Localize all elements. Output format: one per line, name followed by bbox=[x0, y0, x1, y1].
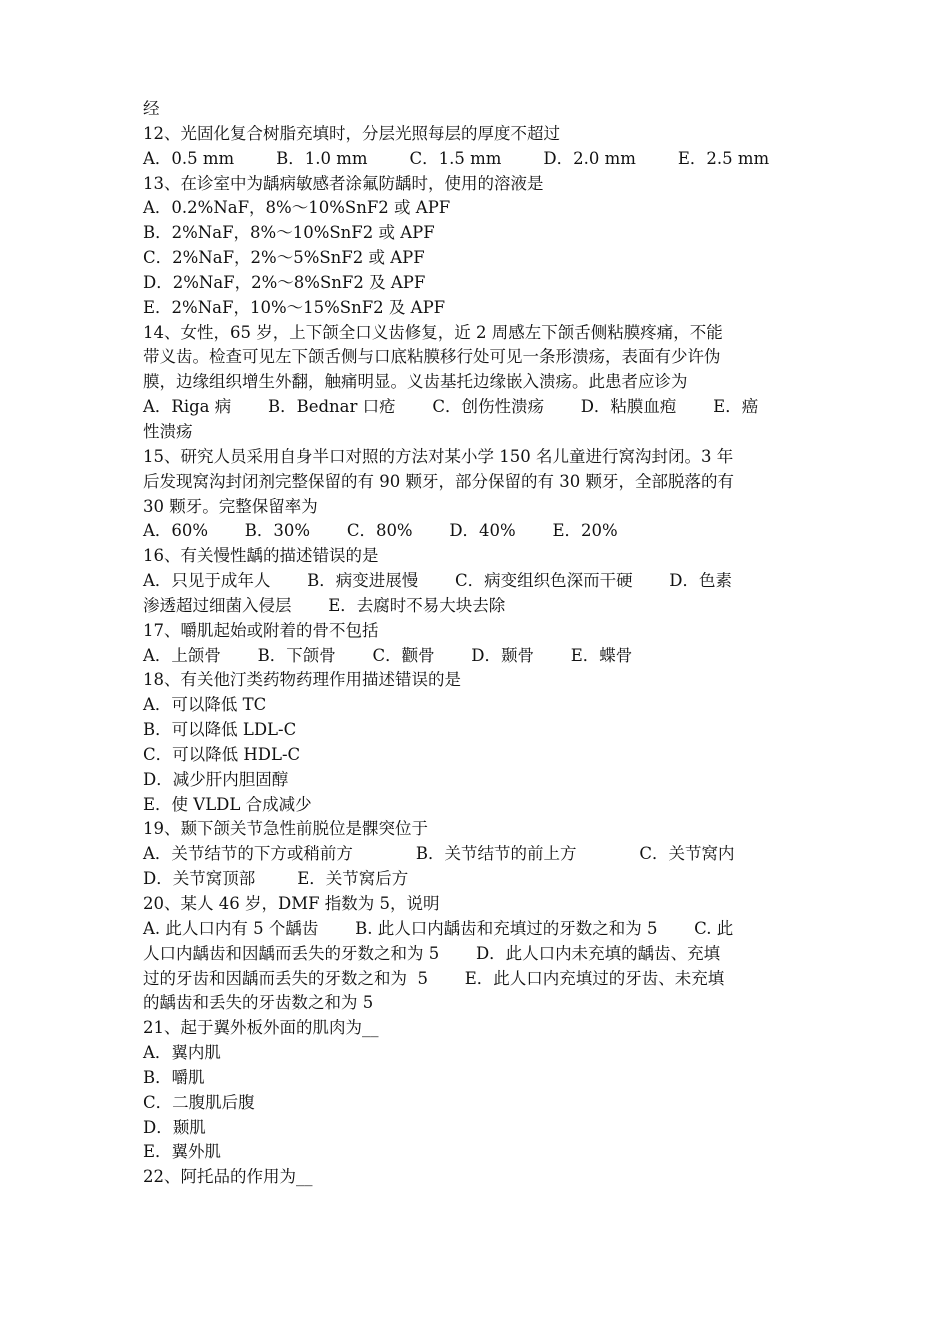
option-18-e: E．使 VLDL 合成减少 bbox=[143, 794, 312, 814]
options-20-cont: 的龋齿和丢失的牙齿数之和为 5 bbox=[143, 993, 374, 1013]
question-18: 18、有关他汀类药物药理作用描述错误的是 bbox=[143, 670, 461, 690]
option-21-d: D．颞肌 bbox=[143, 1117, 206, 1137]
options-20-cont: 人口内龋齿和因龋而丢失的牙数之和为 5 D．此人口内未充填的龋齿、充填 bbox=[143, 943, 721, 963]
option-13-e: E．2%NaF，10%～15%SnF2 及 APF bbox=[143, 297, 446, 317]
option-13-d: D．2%NaF，2%～8%SnF2 及 APF bbox=[143, 272, 426, 292]
options-17: A．上颌骨 B．下颌骨 C．颧骨 D．颞骨 E．蝶骨 bbox=[143, 645, 633, 665]
option-21-a: A．翼内肌 bbox=[143, 1043, 221, 1063]
question-19: 19、颞下颌关节急性前脱位是髁突位于 bbox=[143, 819, 428, 839]
options-14-cont: 性溃疡 bbox=[143, 421, 193, 441]
options-16-cont: 渗透超过细菌入侵层 E．去腐时不易大块去除 bbox=[143, 595, 506, 615]
question-20: 20、某人 46 岁，DMF 指数为 5，说明 bbox=[143, 894, 440, 913]
question-13: 13、在诊室中为龋病敏感者涂氟防龋时，使用的溶液是 bbox=[143, 173, 544, 193]
question-15: 15、研究人员采用自身半口对照的方法对某小学 150 名儿童进行窝沟封闭。3 年 bbox=[143, 446, 734, 466]
options-14: A．Riga 病 B．Bednar 口疮 C．创伤性溃疡 D．粘膜血疱 E．癌 bbox=[143, 397, 759, 417]
option-13-c: C．2%NaF，2%～5%SnF2 或 APF bbox=[143, 248, 425, 268]
options-12: A．0.5 mm B．1.0 mm C．1.5 mm D．2.0 mm E．2.5 mm bbox=[143, 148, 770, 168]
question-15-cont: 后发现窝沟封闭剂完整保留的有 90 颗牙，部分保留的有 30 颗牙，全部脱落的有 bbox=[143, 471, 734, 491]
options-20-cont: 过的牙齿和因龋而丢失的牙数之和为 5 E．此人口内充填过的牙齿、未充填 bbox=[143, 968, 725, 988]
options-20: A. 此人口内有 5 个龋齿 B. 此人口内龋齿和充填过的牙数之和为 5 C. 此 bbox=[143, 918, 734, 938]
options-19: A．关节结节的下方或稍前方 B．关节结节的前上方 C．关节窝内 bbox=[143, 844, 735, 864]
option-18-c: C．可以降低 HDL-C bbox=[143, 744, 301, 764]
question-14: 14、女性，65 岁，上下颌全口义齿修复，近 2 周感左下颌舌侧粘膜疼痛，不能 bbox=[143, 322, 723, 342]
option-13-a: A．0.2%NaF，8%～10%SnF2 或 APF bbox=[143, 198, 451, 218]
option-18-d: D．减少肝内胆固醇 bbox=[143, 769, 289, 789]
question-17: 17、嚼肌起始或附着的骨不包括 bbox=[143, 620, 379, 640]
options-19-cont: D．关节窝顶部 E．关节窝后方 bbox=[143, 869, 409, 889]
option-18-a: A．可以降低 TC bbox=[143, 695, 267, 715]
question-14-cont: 膜，边缘组织增生外翻，触痛明显。义齿基托边缘嵌入溃疡。此患者应诊为 bbox=[143, 372, 688, 392]
option-13-b: B．2%NaF，8%～10%SnF2 或 APF bbox=[143, 223, 435, 243]
question-16: 16、有关慢性龋的描述错误的是 bbox=[143, 546, 379, 566]
options-16: A．只见于成年人 B．病变进展慢 C．病变组织色深而干硬 D．色素 bbox=[143, 571, 733, 591]
text-line: 经 bbox=[143, 99, 160, 118]
option-21-e: E．翼外肌 bbox=[143, 1142, 222, 1162]
question-22: 22、阿托品的作用为__ bbox=[143, 1167, 313, 1187]
question-14-cont: 带义齿。检查可见左下颌舌侧与口底粘膜移行处可见一条形溃疡，表面有少许伪 bbox=[143, 347, 721, 367]
option-21-c: C．二腹肌后腹 bbox=[143, 1092, 255, 1112]
question-21: 21、起于翼外板外面的肌肉为__ bbox=[143, 1018, 379, 1038]
option-18-b: B．可以降低 LDL-C bbox=[143, 720, 297, 740]
document-page bbox=[143, 97, 809, 1190]
question-15-cont: 30 颗牙。完整保留率为 bbox=[143, 496, 318, 516]
question-12: 12、光固化复合树脂充填时，分层光照每层的厚度不超过 bbox=[143, 123, 560, 143]
options-15: A．60% B．30% C．80% D．40% E．20% bbox=[143, 521, 618, 541]
option-21-b: B．嚼肌 bbox=[143, 1067, 205, 1087]
